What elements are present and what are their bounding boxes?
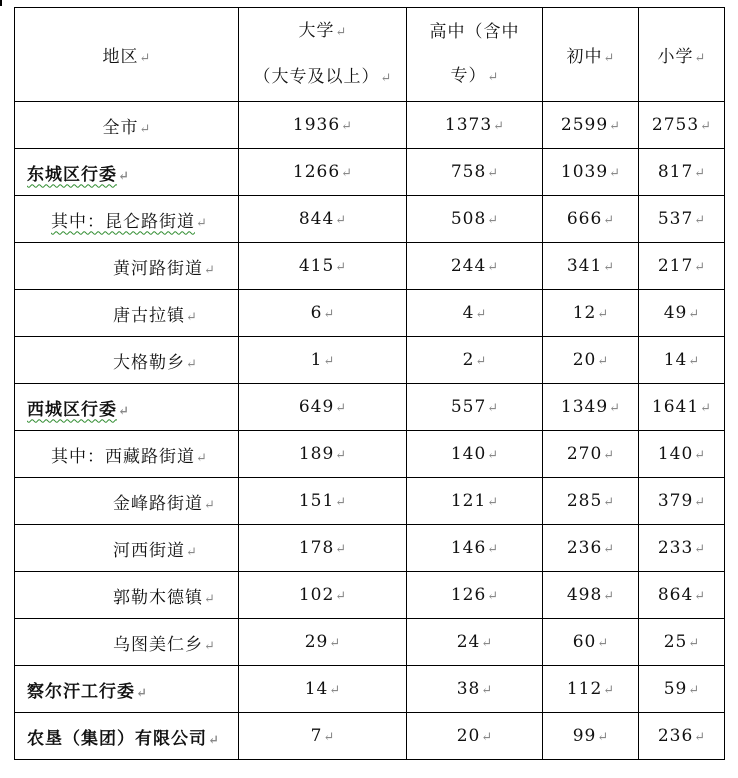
region-cell [15,149,239,196]
paragraph-mark: ↵ [118,403,129,419]
paragraph-mark: ↵ [700,119,712,134]
paragraph-mark: ↵ [597,354,609,369]
paragraph-mark: ↵ [329,636,341,651]
paragraph-mark: ↵ [118,168,129,184]
paragraph-mark: ↵ [493,119,505,134]
university-value: 14 [304,679,329,699]
middle-cell [543,290,639,337]
header-highschool-text1: 高中（含中 [429,21,520,42]
table-row [15,431,725,478]
paragraph-mark: ↵ [335,260,347,275]
middle-value: 236 [566,538,603,558]
middle-cell [543,525,639,572]
highschool-cell [407,384,543,431]
paragraph-mark: ↵ [341,119,353,134]
header-region-label: 地区 [102,47,139,67]
paragraph-mark: ↵ [487,589,499,604]
paragraph-mark: ↵ [694,260,706,275]
highschool-cell [407,666,543,713]
highschool-value: 508 [450,209,487,229]
university-cell [239,337,407,384]
middle-value: 1349 [560,397,609,417]
table-row [15,666,725,713]
paragraph-mark: ↵ [323,354,335,369]
primary-cell [639,619,725,666]
highschool-cell [407,337,543,384]
middle-value: 1039 [560,162,609,182]
university-value: 6 [310,303,323,323]
university-value: 7 [310,726,323,746]
primary-cell [639,149,725,196]
paragraph-mark: ↵ [487,166,499,181]
highschool-value: 146 [450,538,487,558]
middle-value: 60 [572,632,597,652]
header-primary-label: 小学 [657,47,694,67]
primary-cell [639,196,725,243]
paragraph-mark: ↵ [475,307,487,322]
highschool-value: 24 [456,632,481,652]
primary-value: 59 [663,679,688,699]
middle-cell [543,478,639,525]
region-name: 乌图美仁乡 [113,634,203,655]
middle-cell [543,431,639,478]
paragraph-mark: ↵ [487,542,499,557]
middle-value: 341 [566,256,603,276]
highschool-cell [407,619,543,666]
table-row [15,713,725,760]
primary-value: 217 [657,256,694,276]
university-value: 844 [298,209,335,229]
highschool-value: 140 [450,444,487,464]
header-highschool [407,8,543,102]
table-row [15,525,725,572]
paragraph-mark: ↵ [603,495,615,510]
header-highschool-line2 [407,54,542,100]
paragraph-mark: ↵ [335,213,347,228]
region-name: 其中：昆仑路街道 [51,211,195,232]
header-university [239,8,407,102]
primary-value: 379 [657,491,694,511]
region-cell [15,290,239,337]
university-cell [239,196,407,243]
paragraph-mark: ↵ [186,356,197,372]
region-cell [15,102,239,149]
paragraph-mark: ↵ [323,307,335,322]
table-row [15,478,725,525]
paragraph-mark: ↵ [688,636,700,651]
primary-cell [639,243,725,290]
paragraph-mark: ↵ [603,542,615,557]
middle-value: 270 [566,444,603,464]
highschool-value: 4 [462,303,475,323]
highschool-cell [407,102,543,149]
middle-value: 20 [572,350,597,370]
table-row [15,619,725,666]
paragraph-mark: ↵ [603,589,615,604]
region-cell [15,572,239,619]
paragraph-mark: ↵ [196,215,207,231]
header-university-text2: （大专及以上） [253,66,380,87]
university-cell [239,572,407,619]
university-value: 151 [298,491,335,511]
paragraph-mark: ↵ [694,730,706,745]
middle-cell [543,196,639,243]
primary-cell [639,431,725,478]
primary-cell [639,525,725,572]
paragraph-mark: ↵ [597,730,609,745]
paragraph-mark: ↵ [204,497,215,513]
region-name: 大格勒乡 [113,352,185,373]
highschool-value: 20 [456,726,481,746]
region-name: 西城区行委 [27,399,117,420]
region-cell [15,478,239,525]
header-university-text1: 大学 [298,20,335,41]
region-cell [15,713,239,760]
middle-value: 285 [566,491,603,511]
middle-cell [543,243,639,290]
primary-cell [639,666,725,713]
region-cell [15,384,239,431]
region-name: 金峰路街道 [113,493,203,514]
primary-value: 14 [663,350,688,370]
page-corner-mark [0,0,2,6]
paragraph-mark: ↵ [609,166,621,181]
highschool-value: 1373 [444,115,493,135]
table-row [15,290,725,337]
paragraph-mark: ↵ [700,401,712,416]
table-row [15,149,725,196]
region-name: 东城区行委 [27,164,117,185]
region-cell [15,243,239,290]
middle-value: 666 [566,209,603,229]
primary-value: 233 [657,538,694,558]
university-cell [239,478,407,525]
highschool-cell [407,431,543,478]
university-cell [239,431,407,478]
middle-cell [543,666,639,713]
region-name: 河西街道 [113,540,185,561]
paragraph-mark: ↵ [204,591,215,607]
region-name: 农垦（集团）有限公司 [27,728,207,749]
highschool-cell [407,149,543,196]
primary-cell [639,102,725,149]
highschool-value: 557 [450,397,487,417]
table-row [15,384,725,431]
paragraph-mark: ↵ [341,166,353,181]
primary-value: 864 [657,585,694,605]
paragraph-mark: ↵ [688,307,700,322]
primary-value: 537 [657,209,694,229]
university-cell [239,243,407,290]
paragraph-mark: ↵ [603,260,615,275]
paragraph-mark: ↵ [204,638,215,654]
middle-value: 12 [572,303,597,323]
highschool-value: 244 [450,256,487,276]
paragraph-mark: ↵ [597,307,609,322]
paragraph-mark: ↵ [481,683,493,698]
header-highschool-line1 [407,10,542,54]
primary-value: 236 [657,726,694,746]
paragraph-mark: ↵ [335,401,347,416]
region-cell [15,196,239,243]
paragraph-mark: ↵ [475,354,487,369]
highschool-cell [407,243,543,290]
university-cell [239,384,407,431]
university-value: 189 [298,444,335,464]
paragraph-mark: ↵ [487,448,499,463]
education-table [14,7,725,760]
paragraph-mark: ↵ [694,51,706,66]
university-value: 29 [304,632,329,652]
primary-value: 817 [657,162,694,182]
paragraph-mark: ↵ [603,51,615,66]
header-middle [543,8,639,102]
region-cell [15,337,239,384]
region-cell [15,619,239,666]
paragraph-mark: ↵ [603,213,615,228]
university-value: 102 [298,585,335,605]
paragraph-mark: ↵ [196,450,207,466]
paragraph-mark: ↵ [694,495,706,510]
paragraph-mark: ↵ [487,69,499,85]
paragraph-mark: ↵ [335,589,347,604]
region-cell [15,431,239,478]
primary-cell [639,337,725,384]
highschool-cell [407,572,543,619]
middle-cell [543,102,639,149]
paragraph-mark: ↵ [694,166,706,181]
paragraph-mark: ↵ [487,213,499,228]
region-cell [15,525,239,572]
university-value: 178 [298,538,335,558]
middle-cell [543,619,639,666]
university-cell [239,102,407,149]
paragraph-mark: ↵ [481,730,493,745]
highschool-cell [407,525,543,572]
middle-cell [543,337,639,384]
paragraph-mark: ↵ [694,542,706,557]
header-region [15,8,239,102]
paragraph-mark: ↵ [208,732,219,748]
header-university-line1 [239,9,406,55]
paragraph-mark: ↵ [694,213,706,228]
header-primary [639,8,725,102]
paragraph-mark: ↵ [597,636,609,651]
paragraph-mark: ↵ [329,683,341,698]
region-name: 黄河路街道 [113,258,203,279]
paragraph-mark: ↵ [335,448,347,463]
university-value: 1 [310,350,323,370]
header-university-line2 [239,55,406,101]
paragraph-mark: ↵ [603,448,615,463]
header-middle-label: 初中 [566,47,603,67]
university-value: 415 [298,256,335,276]
table-row [15,572,725,619]
primary-value: 140 [657,444,694,464]
highschool-value: 126 [450,585,487,605]
middle-value: 2599 [560,115,609,135]
table-row [15,196,725,243]
university-cell [239,713,407,760]
paragraph-mark: ↵ [335,24,347,40]
university-value: 1266 [292,162,341,182]
university-cell [239,290,407,337]
university-value: 649 [298,397,335,417]
paragraph-mark: ↵ [688,354,700,369]
primary-cell [639,384,725,431]
region-name: 察尔汗工行委 [27,681,135,702]
paragraph-mark: ↵ [481,636,493,651]
primary-cell [639,572,725,619]
highschool-value: 2 [462,350,475,370]
highschool-value: 758 [450,162,487,182]
university-cell [239,619,407,666]
primary-cell [639,290,725,337]
paragraph-mark: ↵ [694,448,706,463]
highschool-cell [407,196,543,243]
primary-value: 2753 [651,115,700,135]
paragraph-mark: ↵ [487,495,499,510]
paragraph-mark: ↵ [487,260,499,275]
table-header-row [15,8,725,102]
primary-value: 49 [663,303,688,323]
paragraph-mark: ↵ [323,730,335,745]
highschool-cell [407,713,543,760]
middle-cell [543,149,639,196]
middle-value: 99 [572,726,597,746]
highschool-value: 38 [456,679,481,699]
primary-value: 25 [663,632,688,652]
header-highschool-text2: 专） [450,65,487,86]
highschool-value: 121 [450,491,487,511]
middle-value: 112 [566,679,603,699]
region-name: 郭勒木德镇 [113,587,203,608]
university-value: 1936 [292,115,341,135]
primary-cell [639,478,725,525]
university-cell [239,666,407,713]
region-cell [15,666,239,713]
paragraph-mark: ↵ [186,309,197,325]
paragraph-mark: ↵ [186,544,197,560]
middle-cell [543,572,639,619]
paragraph-mark: ↵ [380,70,392,86]
middle-cell [543,713,639,760]
middle-value: 498 [566,585,603,605]
highschool-cell [407,290,543,337]
region-name: 唐古拉镇 [113,305,185,326]
paragraph-mark: ↵ [609,401,621,416]
paragraph-mark: ↵ [694,589,706,604]
region-name: 全市 [102,117,139,138]
primary-value: 1641 [651,397,700,417]
paragraph-mark: ↵ [335,495,347,510]
table-row [15,243,725,290]
paragraph-mark: ↵ [139,51,151,66]
region-name: 其中：西藏路街道 [51,446,195,467]
highschool-cell [407,478,543,525]
paragraph-mark: ↵ [609,119,621,134]
table-row [15,337,725,384]
university-cell [239,149,407,196]
primary-cell [639,713,725,760]
paragraph-mark: ↵ [688,683,700,698]
paragraph-mark: ↵ [487,401,499,416]
table-row [15,102,725,149]
paragraph-mark: ↵ [603,683,615,698]
paragraph-mark: ↵ [204,262,215,278]
middle-cell [543,384,639,431]
university-cell [239,525,407,572]
paragraph-mark: ↵ [335,542,347,557]
paragraph-mark: ↵ [136,685,147,701]
paragraph-mark: ↵ [139,121,151,137]
